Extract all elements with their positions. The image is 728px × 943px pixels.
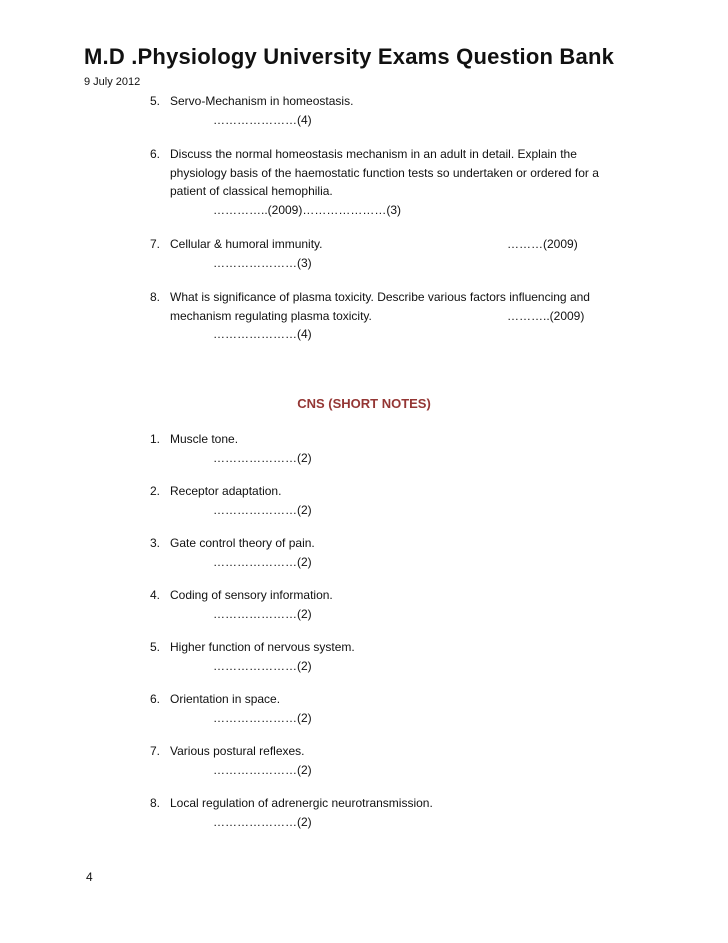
question-item	[150, 288, 670, 344]
question-marks: …………………(2)	[213, 814, 312, 829]
question-item	[150, 586, 670, 623]
question-number: 3.	[150, 536, 161, 550]
question-text: Discuss the normal homeostasis mechanism in an adult in detail. Explain the	[170, 147, 577, 161]
question-text: Receptor adaptation.	[170, 484, 282, 498]
question-item	[150, 92, 670, 129]
question-text: Higher function of nervous system.	[170, 640, 355, 654]
question-year: ………..(2009)	[507, 308, 585, 323]
question-number: 8.	[150, 796, 161, 810]
question-marks: …………………(2)	[213, 710, 312, 725]
question-marks: …………………(4)	[213, 327, 312, 341]
section-heading: CNS (SHORT NOTES)	[297, 396, 431, 411]
question-number: 5.	[150, 640, 161, 654]
question-marks: …………………(2)	[213, 502, 312, 517]
question-text: Coding of sensory information.	[170, 588, 333, 602]
question-marks: …………………(2)	[213, 658, 312, 673]
question-text: What is significance of plasma toxicity. Describe various factors influencing and	[170, 290, 590, 304]
question-text: Orientation in space.	[170, 692, 281, 706]
question-text: Local regulation of adrenergic neurotransmission.	[170, 796, 433, 810]
question-number: 6.	[150, 692, 161, 706]
question-item	[150, 430, 670, 467]
question-number: 5.	[150, 94, 161, 108]
question-marks: …………………(2)	[213, 554, 312, 569]
question-number: 8.	[150, 290, 161, 304]
question-marks: …………………(2)	[213, 606, 312, 621]
question-marks: …………………(2)	[213, 450, 312, 465]
question-item	[150, 742, 670, 779]
question-text: Muscle tone.	[170, 432, 239, 446]
question-text: Servo-Mechanism in homeostasis.	[170, 94, 354, 108]
question-number: 2.	[150, 484, 161, 498]
question-marks: …………………(4)	[213, 112, 312, 127]
document-title: M.D .Physiology University Exams Question Bank	[84, 44, 615, 69]
question-item	[150, 690, 670, 727]
question-text: Gate control theory of pain.	[170, 536, 315, 550]
question-number: 4.	[150, 588, 161, 602]
question-item	[150, 145, 670, 219]
question-text: Cellular & humoral immunity.	[170, 237, 323, 251]
question-item	[150, 534, 670, 571]
question-item	[150, 482, 670, 519]
question-marks: …………………(3)	[213, 255, 312, 270]
question-year: ………(2009)	[507, 237, 578, 251]
question-number: 6.	[150, 147, 161, 161]
question-text: mechanism regulating plasma toxicity.	[170, 308, 372, 323]
question-number: 7.	[150, 237, 161, 251]
question-text: Various postural reflexes.	[170, 744, 305, 758]
question-text: patient of classical hemophilia.	[170, 184, 333, 198]
question-text: physiology basis of the haemostatic function tests so undertaken or ordered for a	[170, 165, 599, 180]
question-marks: …………………(2)	[213, 762, 312, 777]
question-item	[150, 638, 670, 675]
document-date: 9 July 2012	[84, 76, 141, 88]
question-marks: …………..(2009)…………………(3)	[213, 202, 402, 217]
question-number: 7.	[150, 744, 161, 758]
question-item	[150, 794, 670, 831]
question-number: 1.	[150, 432, 161, 446]
question-item	[150, 235, 670, 272]
page-number: 4	[86, 870, 93, 884]
